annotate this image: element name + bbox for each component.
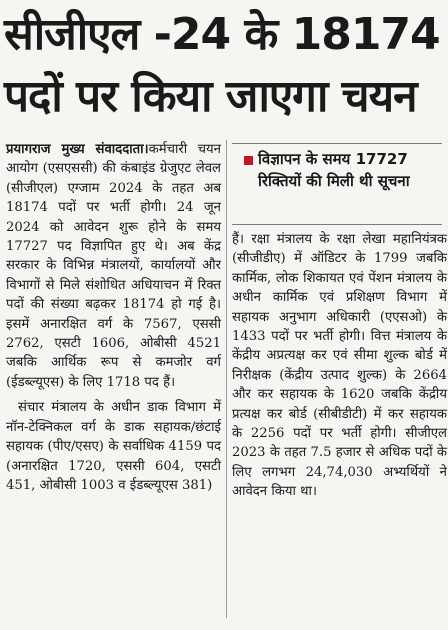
headline-line-1: सीजीएल -24 के 18174: [4, 9, 440, 60]
article-paragraph-2: संचार मंत्रालय के अधीन डाक विभाग में नॉन-टेक्निकल वर्ग के डाक सहायक/छंटाई सहायक (पीए/एसए) के सर्वाधिक 4159 पद (अनारक्षित 1720, एससी 604, एसटी 451, ओबीसी 1003 व ईडब्ल्यूएस 381): [6, 400, 221, 493]
article-left-column: [6, 140, 221, 501]
column-divider: [226, 140, 227, 618]
callout-text: विज्ञापन के समय 17727 रिक्तियों की मिली थी सूचना: [258, 150, 410, 190]
byline: प्रयागराज मुख्य संवाददाता।: [6, 142, 149, 157]
callout-bullet-icon: [244, 156, 253, 165]
callout-box: [232, 143, 442, 225]
headline-line-2: पदों पर किया जाएगा चयन: [4, 71, 417, 122]
paragraph-1-text: कर्मचारी चयन आयोग (एसएससी) की कंबाइंड ग्रेजुएट लेवल (सीजीएल) एग्जाम 2024 के तहत अब 18174 पदों पर भर्ती होगी। 24 जून 2024 को आवेदन शुरू होने के समय 17727 पद विज्ञापित हुए थे। अब केंद्र सरकार के विभिन्न मंत्रालयों, कार्यालयों और विभागों से मिले संशोधित अधियाचन में रिक्त पदों की संख्या बढ़कर 18174 हो गई है। इसमें अनारक्षित वर्ग के 7567, एससी 2762, एसटी 1606, ओबीसी 4521 जबकि आर्थिक रूप से कमजोर वर्ग (ईडब्ल्यूएस) के लिए 1718 पद हैं।: [6, 142, 221, 390]
article-right-column: [232, 230, 447, 508]
headline: [4, 4, 444, 128]
article-paragraph-3: हैं। रक्षा मंत्रालय के रक्षा लेखा महानियंत्रक (सीजीडीए) में ऑडिटर के 1799 जबकि कार्मिक, लोक शिकायत एवं पेंशन मंत्रालय के अधीन कार्मिक एवं प्रशिक्षण विभाग में सहायक अनुभाग अधिकारी (एएसओ) के 1433 पदों पर भर्ती होगी। वित्त मंत्रालय के केंद्रीय अप्रत्यक्ष कर एवं सीमा शुल्क बोर्ड में निरीक्षक (केंद्रीय उत्पाद शुल्क) के 2664 और कर सहायक के 1620 जबकि केंद्रीय प्रत्यक्ष कर बोर्ड (सीबीडीटी) में कर सहायक के 2256 पदों पर भर्ती होगी। सीजीएल 2023 के तहत 7.5 हजार से अधिक पदों के लिए लगभग 24,74,030 अभ्यर्थियों ने आवेदन किया था।: [232, 232, 447, 500]
article-paragraph-1: [6, 140, 221, 392]
